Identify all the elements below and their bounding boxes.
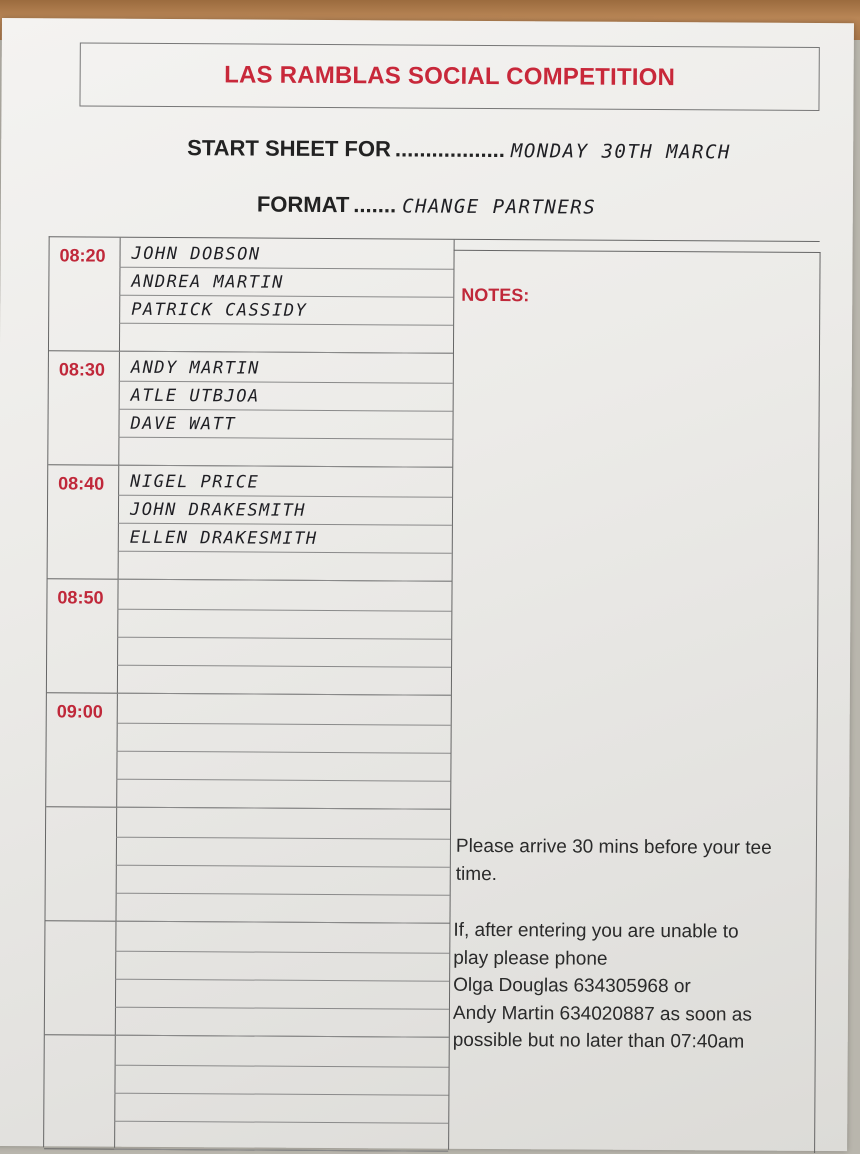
format-value: CHANGE PARTNERS: [402, 195, 597, 219]
arrival-instructions: [456, 833, 816, 890]
player-name: PATRICK CASSIDY: [131, 299, 308, 321]
player-row: [119, 354, 453, 384]
format-line: [257, 192, 597, 220]
player-row: [118, 524, 452, 554]
tee-time-group: [48, 465, 453, 581]
player-row: [119, 382, 453, 412]
player-row: [115, 980, 449, 1010]
tee-time-group: [44, 1035, 449, 1151]
tee-time-label: 08:30: [58, 359, 105, 380]
player-row: [115, 924, 449, 954]
player-name: JOHN DRAKESMITH: [129, 499, 307, 521]
tee-time-table: [43, 236, 820, 1152]
player-row: [115, 1038, 449, 1068]
start-sheet-line: [187, 135, 731, 164]
notes-panel: [448, 250, 820, 1153]
player-row: [118, 410, 452, 440]
player-row: [116, 838, 450, 868]
tee-time-label: 08:20: [59, 245, 106, 266]
title-box: [79, 42, 819, 111]
withdrawal-line-4: Andy Martin 634020887 as soon as: [452, 1002, 752, 1026]
tee-time-group: [49, 237, 454, 353]
player-row: [114, 1122, 448, 1152]
notes-label: NOTES:: [461, 284, 530, 306]
arrival-line-1: Please arrive 30 mins before your tee: [455, 835, 772, 859]
start-sheet-date: MONDAY 30TH MARCH: [510, 140, 731, 164]
tee-time-group: [45, 807, 450, 923]
player-row: [117, 666, 451, 696]
tee-time-label: 09:00: [56, 701, 103, 722]
withdrawal-line-2: play please phone: [453, 947, 608, 970]
player-name: ELLEN DRAKESMITH: [129, 527, 318, 549]
tee-time-label: 08:50: [57, 587, 104, 608]
player-row: [115, 894, 449, 924]
player-row: [119, 268, 453, 298]
start-sheet-paper: [0, 18, 854, 1151]
player-row: [115, 1008, 449, 1038]
player-name: JOHN DOBSON: [131, 243, 261, 265]
player-name: DAVE WATT: [130, 413, 237, 435]
arrival-line-2: time.: [455, 863, 498, 885]
player-name: ATLE UTBJOA: [130, 385, 260, 407]
tee-time-group: [46, 693, 451, 809]
player-name: NIGEL PRICE: [130, 471, 260, 493]
player-row: [117, 696, 451, 726]
player-row: [117, 610, 451, 640]
player-name: ANDREA MARTIN: [131, 271, 285, 293]
player-row: [118, 552, 452, 582]
tee-time-label: 08:40: [58, 473, 105, 494]
player-row: [119, 240, 453, 270]
tee-time-group: [47, 579, 452, 695]
withdrawal-instructions: [453, 917, 814, 1057]
player-row: [114, 1094, 448, 1124]
format-label: FORMAT: [256, 191, 350, 218]
player-name: ANDY MARTIN: [130, 357, 261, 379]
player-row: [115, 952, 449, 982]
format-dots: .......: [353, 192, 397, 218]
player-row: [119, 324, 453, 354]
player-row: [119, 296, 453, 326]
start-sheet-dots: ..................: [394, 136, 506, 163]
player-row: [114, 1066, 448, 1096]
player-row: [116, 752, 450, 782]
player-row: [118, 468, 452, 498]
start-sheet-label: START SHEET FOR: [187, 135, 392, 162]
player-row: [116, 810, 450, 840]
tee-time-group: [48, 351, 453, 467]
player-row: [118, 438, 452, 468]
player-row: [116, 866, 450, 896]
tee-time-group: [45, 921, 450, 1037]
withdrawal-line-3: Olga Douglas 634305968 or: [453, 974, 691, 998]
withdrawal-line-5: possible but no later than 07:40am: [452, 1029, 745, 1053]
player-row: [116, 780, 450, 810]
player-row: [117, 582, 451, 612]
competition-title: LAS RAMBLAS SOCIAL COMPETITION: [224, 61, 676, 92]
player-row: [117, 724, 451, 754]
withdrawal-line-1: If, after entering you are unable to: [453, 919, 739, 943]
player-row: [117, 638, 451, 668]
player-row: [118, 496, 452, 526]
